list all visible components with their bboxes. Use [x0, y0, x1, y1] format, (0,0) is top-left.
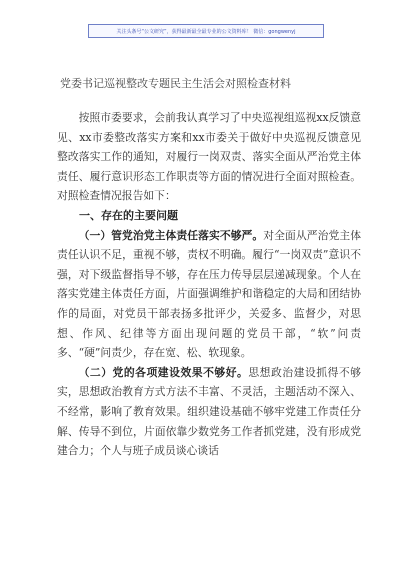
problem-paragraph-1 — [57, 226, 361, 363]
section-heading: 一、存在的主要问题 — [79, 208, 178, 222]
problem-2-body: 思想政治建设抓得不够实，思想政治教育方式方法不丰富、不灵活，主题活动不深入、不经常，影响了教育效果。组织建设基础不够牢党建工作责任分解、传导不到位，片面依靠少数党务工作者抓党建，没有形成党建合力；个人与班子成员谈心谈话 — [57, 365, 362, 458]
problem-1-lead: （一）管党治党主体责任落实不够严。 — [78, 228, 264, 242]
problem-2-lead: （二）党的各项建设效果不够好。 — [78, 365, 249, 379]
problem-paragraph-2 — [57, 363, 361, 461]
document-body — [57, 108, 361, 461]
problem-1-body: 对全面从严治党主体责任认识不足，重视不够，责权不明确。履行“一岗双责”意识不强，对下级监督指导不够，存在压力传导层层递减现象。个人在落实党建主体责任方面，片面强调维护和谐稳定的大局和团结协作的局面，对党员干部表扬多批评少，关爱多、监督少，对思想、作风、纪律等方面出现问题的党员干部，“软”问责多、“硬”问责少，存在宽、松、软现象。 — [57, 228, 362, 360]
intro-paragraph: 按照市委要求，会前我认真学习了中央巡视组巡视xx反馈意见、xx市委整改落实方案和xx市委关于做好中央巡视反馈意见整改落实工作的通知，对履行一岗双责、落实全面从严治党主体责任、履行意识形态工作职责等方面的情况进行全面对照检查。对照检查情况报告如下： — [57, 111, 361, 203]
document-title: 党委书记巡视整改专题民主生活会对照检查材料 — [60, 77, 291, 90]
promo-banner[interactable] — [88, 24, 324, 38]
promo-banner-text: 关注头条号“公文研究”，获得最新最全最专业的公文资料库！ 微信：gongwenyj — [116, 28, 296, 35]
